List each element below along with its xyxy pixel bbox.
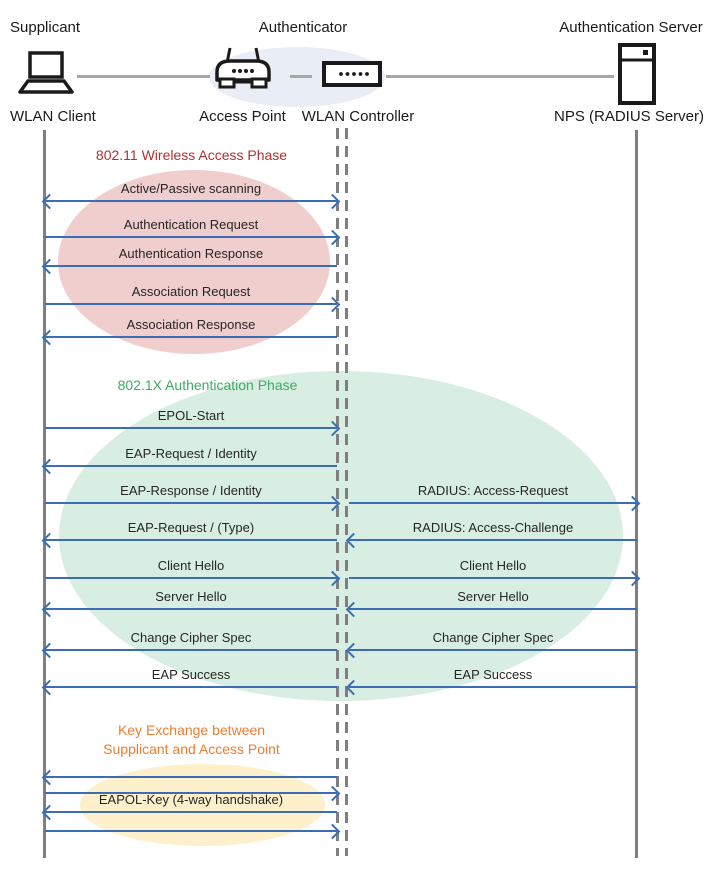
message-label: Server Hello (155, 589, 227, 604)
arrow-line (45, 303, 337, 305)
arrowhead-right-icon (325, 824, 341, 840)
arrowhead-left-icon (42, 602, 58, 618)
message-label: EPOL-Start (157, 408, 225, 423)
arrow-line (349, 577, 637, 579)
label-wlan-controller: WLAN Controller (301, 108, 415, 125)
arrowhead-left-icon (346, 533, 362, 549)
arrow-line (349, 608, 637, 610)
message-label: RADIUS: Access-Request (417, 483, 569, 498)
message-label: Association Response (126, 317, 256, 332)
arrowhead-right-icon (325, 421, 341, 437)
message-label: Client Hello (459, 558, 527, 573)
arrowhead-left-icon (346, 602, 362, 618)
label-wlan-client: WLAN Client (10, 108, 96, 125)
message-label: EAP-Request / Identity (125, 446, 257, 461)
message-label: Change Cipher Spec (432, 630, 554, 645)
arrowhead-left-icon (42, 533, 58, 549)
phase2-title: 802.1X Authentication Phase (117, 377, 298, 393)
arrow-line (45, 649, 337, 651)
arrowhead-left-icon (42, 259, 58, 275)
arrowhead-left-icon (346, 643, 362, 659)
arrow-line (45, 608, 337, 610)
arrowhead-right-icon (625, 571, 641, 587)
phase3-title-line1: Key Exchange between (117, 722, 266, 738)
arrow-line (45, 811, 337, 813)
role-authenticator: Authenticator (258, 19, 348, 36)
arrow-line (349, 539, 637, 541)
phase3-title-line2: Supplicant and Access Point (103, 741, 280, 757)
arrowhead-left-icon (42, 805, 58, 821)
message-label: Client Hello (157, 558, 225, 573)
arrow-line (45, 830, 337, 832)
role-authentication-server: Authentication Server (559, 19, 703, 36)
message-label: Authentication Request (123, 217, 259, 232)
arrow-line (45, 502, 337, 504)
arrowhead-right-icon (325, 194, 341, 210)
arrowhead-right-icon (625, 496, 641, 512)
arrow-line (45, 200, 337, 202)
arrow-line (45, 776, 337, 778)
arrow-line (45, 236, 337, 238)
message-label: Authentication Response (118, 246, 264, 261)
arrow-line (349, 502, 637, 504)
arrow-line (349, 686, 637, 688)
arrow-line (45, 686, 337, 688)
arrow-line (45, 427, 337, 429)
arrowhead-left-icon (42, 330, 58, 346)
message-label: EAP Success (151, 667, 231, 682)
arrow-line (349, 649, 637, 651)
message-label: EAP-Response / Identity (120, 483, 262, 498)
arrowhead-left-icon (346, 680, 362, 696)
label-access-point: Access Point (199, 108, 286, 125)
message-label: RADIUS: Access-Challenge (412, 520, 574, 535)
message-label: EAPOL-Key (4-way handshake) (98, 792, 284, 807)
label-nps-radius-server: NPS (RADIUS Server) (553, 108, 705, 125)
arrow-line (45, 265, 337, 267)
message-label: Change Cipher Spec (130, 630, 252, 645)
message-label: Active/Passive scanning (120, 181, 262, 196)
arrowhead-left-icon (42, 643, 58, 659)
role-supplicant: Supplicant (10, 19, 81, 36)
arrowhead-left-icon (42, 194, 58, 210)
message-label: EAP-Request / (Type) (127, 520, 255, 535)
arrowhead-right-icon (325, 496, 341, 512)
arrow-line (45, 577, 337, 579)
arrow-line (45, 465, 337, 467)
arrowhead-left-icon (42, 680, 58, 696)
arrowhead-right-icon (325, 297, 341, 313)
message-label: EAP Success (453, 667, 533, 682)
arrow-line (45, 539, 337, 541)
arrowhead-right-icon (325, 571, 341, 587)
arrowhead-right-icon (325, 230, 341, 246)
arrowhead-left-icon (42, 770, 58, 786)
message-label: Server Hello (457, 589, 529, 604)
phase1-title: 802.11 Wireless Access Phase (95, 147, 288, 163)
message-label: Association Request (131, 284, 251, 299)
arrowhead-left-icon (42, 459, 58, 475)
arrow-line (45, 336, 337, 338)
